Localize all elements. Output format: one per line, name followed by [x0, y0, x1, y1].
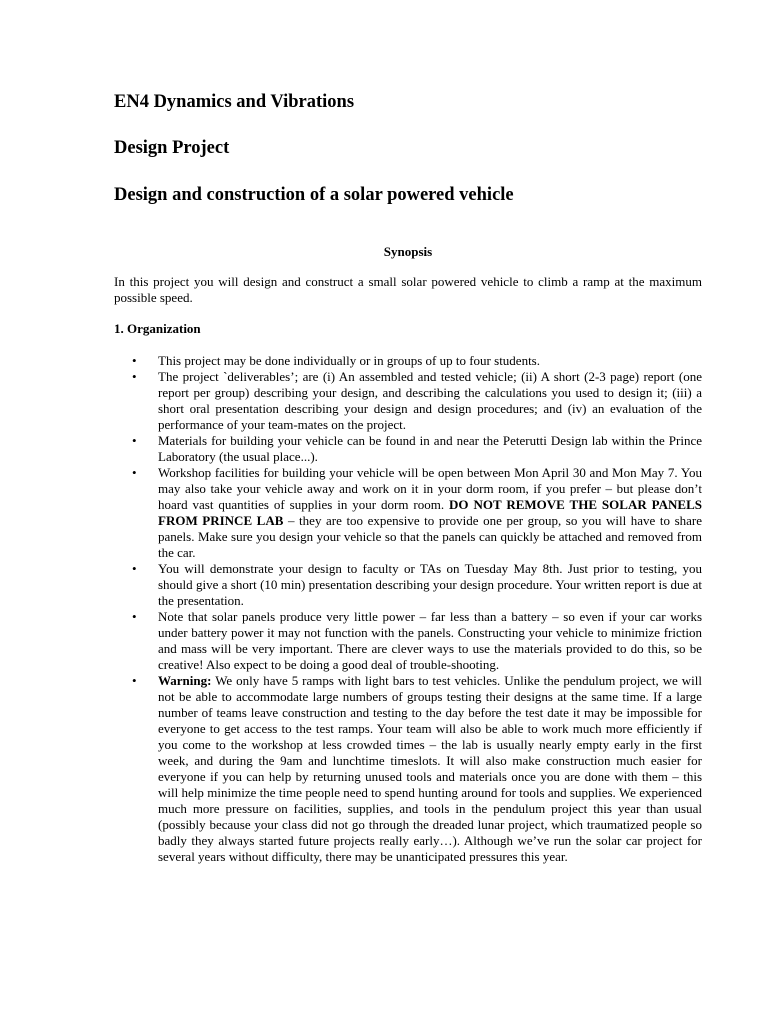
bullet: • [132, 561, 137, 576]
list-item-text: This project may be done individually or in groups of up to four students. [158, 353, 540, 368]
bullet: • [132, 673, 137, 688]
list-item [114, 369, 702, 433]
list-item-text-post: We only have 5 ramps with light bars to test vehicles. Unlike the pendulum project, we will not be able to accommodate large numbers of groups testing their designs at the same time. If a large number of teams leave construction and testing to the day before the test date it may be impossible for everyone to get access to the test ramps. Your team will also be able to work much more efficiently if you come to the workshop at less crowded times – the lab is usually nearly empty early in the first week, and during the 9am and lunchtime timeslots. It will also make construction much easier for everyone if you can help by returning unused tools and materials once you are done with them – this will help minimize the time people need to spend hunting around for tools and supplies. We experienced much more pressure on facilities, supplies, and tools in the pendulum project this year than usual (possibly because your class did not go through the dreaded lunar project, which traumatized people so badly they always started future projects really early…). Although we’ve run the solar car project for several years without difficulty, there may be unanticipated pressures this year. [158, 673, 702, 864]
organization-heading: 1. Organization [114, 321, 201, 336]
list-item [114, 673, 702, 865]
bullet: • [132, 353, 137, 368]
bullet: • [132, 609, 137, 624]
course-title: EN4 Dynamics and Vibrations [114, 92, 355, 112]
bullet: • [132, 465, 137, 480]
list-item-text: You will demonstrate your design to faculty or TAs on Tuesday May 8th. Just prior to testing, you should give a short (10 min) presentation describing your design procedure. Your written report is due at the presentation. [158, 561, 702, 608]
list-item-warning-bold: DO NOT REMOVE THE SOLAR PANELS FROM PRINCE LAB [158, 497, 702, 528]
list-item-text: Materials for building your vehicle can be found in and near the Peterutti Design lab within the Prince Laboratory (the usual place...). [158, 433, 702, 464]
synopsis-heading: Synopsis [383, 244, 433, 259]
list-item [114, 433, 702, 465]
bullet: • [132, 369, 137, 384]
project-heading: Design Project [114, 138, 230, 158]
list-item [114, 465, 702, 561]
bullet: • [132, 433, 137, 448]
project-title: Design and construction of a solar powered vehicle [114, 185, 514, 205]
list-item-text-pre: Workshop facilities for building your vehicle will be open between Mon April 30 and Mon May 7. You may also take your vehicle away and work on it in your dorm room, if you prefer – but please don’t hoard vast quantities of supplies in your dorm room. [158, 465, 702, 512]
list-item-text: The project `deliverables’; are (i) An assembled and tested vehicle; (ii) A short (2-3 page) report (one report per group) describing your design, and describing the calculations you used to design it; (iii) a short oral presentation describing your design and design procedures; and (iv) an evaluation of the performance of your team-mates on the project. [158, 369, 702, 432]
list-item [114, 353, 702, 369]
list-item [114, 561, 702, 609]
list-item-text-post: – they are too expensive to provide one per group, so you will have to share panels. Make sure you design your vehicle so that the panels can quickly be attached and removed from the car. [158, 513, 702, 560]
list-item-text: Note that solar panels produce very little power – far less than a battery – so even if your car works under battery power it may not function with the panels. Constructing your vehicle to minimize friction and mass will be very important. There are clever ways to use the materials provided to do this, so be creative! Also expect to be doing a good deal of trouble-shooting. [158, 609, 702, 672]
organization-list [114, 353, 702, 865]
list-item [114, 609, 702, 673]
warning-label: Warning: [158, 673, 212, 688]
synopsis-paragraph: In this project you will design and construct a small solar powered vehicle to climb a ramp at the maximum possible speed. [114, 274, 702, 305]
